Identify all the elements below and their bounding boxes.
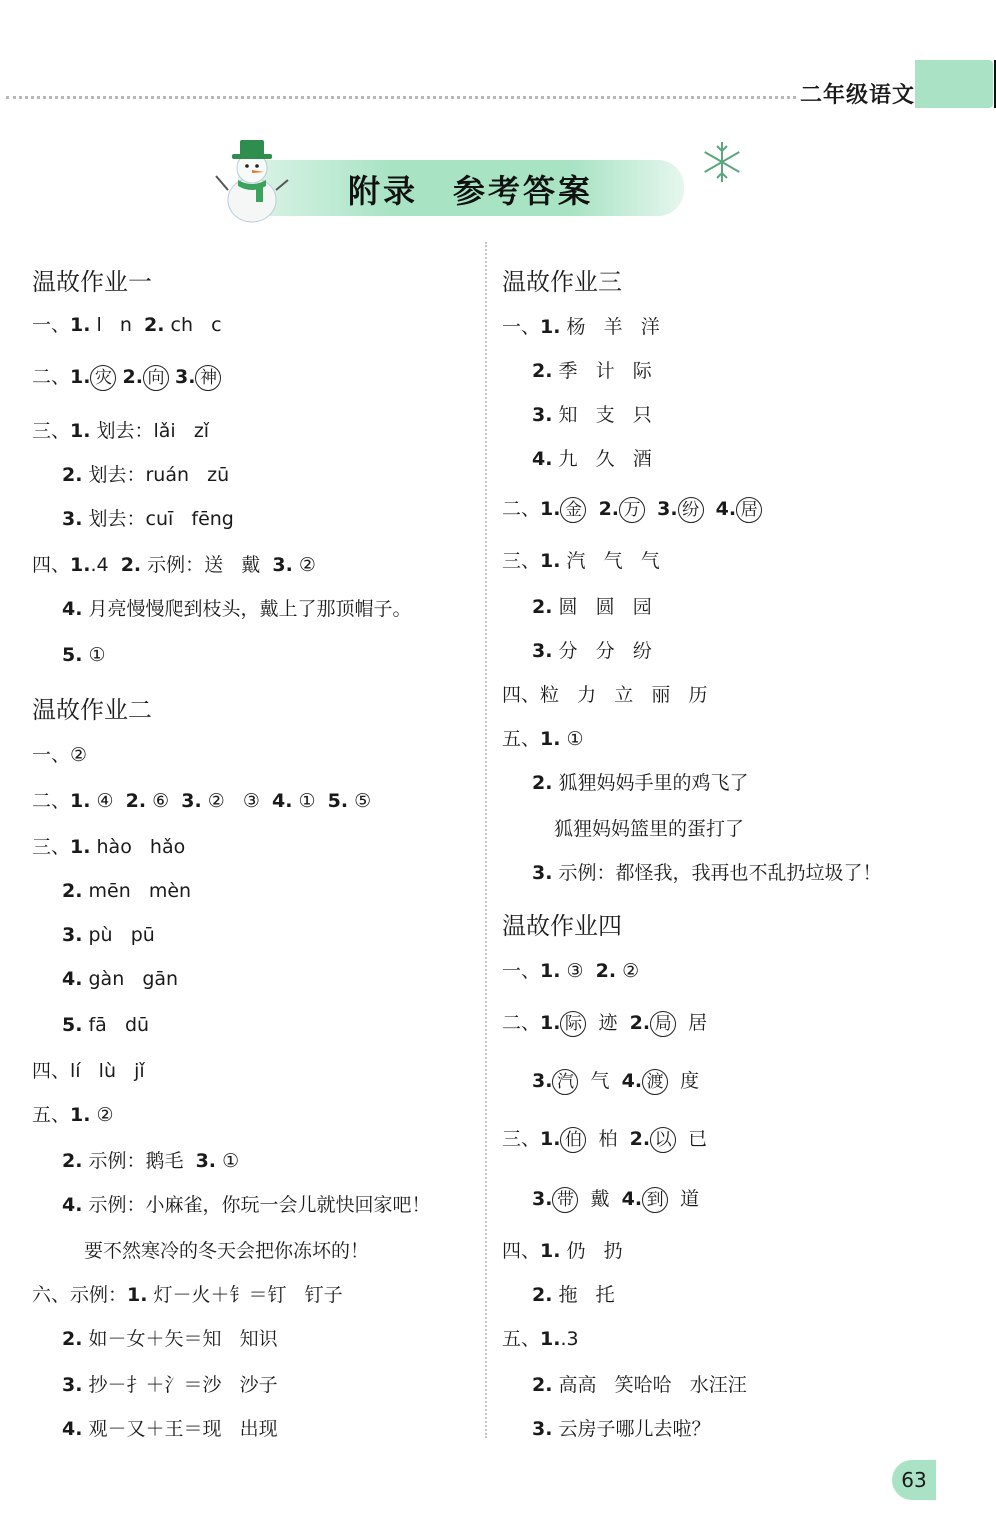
answer-line [62,1148,239,1174]
answer-text: ② [90,1104,114,1126]
answer-text: ① [292,790,328,812]
answer-text: .4 [90,554,121,576]
header-dotted-rule [6,96,796,99]
answer-text: 四、粒 力 立 丽 历 [502,684,708,706]
answer-text: 居 [676,1012,708,1034]
answer-text: 示例：送 戴 [141,554,273,576]
answer-line [32,552,316,578]
question-number: 2. [62,1150,83,1172]
question-number: 2. [120,554,142,576]
answer-text: 二、 [32,790,71,812]
header-tab [915,60,993,108]
circled-answer: 居 [736,497,762,523]
question-number: 4. [62,598,83,620]
page-number: 63 [892,1460,936,1500]
question-number: 1. [540,498,561,520]
question-number: 1. [70,790,91,812]
answer-text: 二、 [502,1012,541,1034]
answer-text: 要不然寒冷的冬天会把你冻坏的！ [84,1240,370,1262]
section-heading: 温故作业一 [32,268,152,296]
answer-line [32,418,209,444]
answer-text: 三、 [502,550,541,572]
answer-text: 划去：lǎi zǐ [90,420,210,442]
answer-text: 如－女＋矢＝知 知识 [82,1328,278,1350]
question-number: 1. [540,1012,561,1034]
answer-text: pù pū [82,924,155,946]
answer-text [586,498,598,520]
question-number: 1. [540,550,561,572]
answer-line [532,770,749,796]
answer-text: 示例：鹅毛 [82,1150,196,1172]
circled-answer: 纷 [678,497,704,523]
answer-text: 高高 笑哈哈 水汪汪 [552,1374,747,1396]
section-heading: 温故作业二 [32,696,152,724]
question-number: 3. [657,498,678,520]
question-number: 3. [532,862,553,884]
answer-text: 季 计 际 [552,360,652,382]
question-number: 3. [272,554,293,576]
answer-line [532,1416,711,1442]
question-number: 1. [70,366,91,388]
question-number: 3. [532,1418,553,1440]
question-number: 4. [621,1070,643,1092]
answer-text: 一、② [32,744,88,766]
answer-text: 划去：ruán zū [82,464,230,486]
circled-answer: 伯 [560,1127,586,1153]
answer-text: gàn gān [82,968,179,990]
question-number: 1. [540,728,561,750]
answer-text: 二、 [502,498,541,520]
answer-line [502,1238,623,1264]
snowflake-icon [700,140,744,184]
question-number: 1. [540,960,561,982]
answer-line [62,462,229,488]
question-number: 1. [70,836,91,858]
question-number: 2. [629,1128,651,1150]
answer-text: 四、lí lù jǐ [32,1060,145,1082]
answer-text: 三、 [502,1128,541,1150]
answer-text: 拖 托 [552,1284,615,1306]
answer-text: mēn mèn [82,880,192,902]
answer-line [532,402,652,428]
answer-line [532,1372,747,1398]
question-number: 3. [195,1150,217,1172]
question-number: 2. [62,880,83,902]
answer-text: 已 [676,1128,708,1150]
answer-line [554,816,744,842]
answer-text: 一、 [32,314,71,336]
answer-text: 度 [668,1070,700,1092]
answer-text: 示例：小麻雀，你玩一会儿就快回家吧！ [82,1194,431,1216]
answer-text: ① [560,728,584,750]
answer-line [62,1326,278,1352]
answer-line [62,1012,149,1038]
answer-line [32,1102,114,1128]
answer-line [32,742,87,768]
question-number: 3. [62,508,83,530]
answer-text: 迹 [586,1012,630,1034]
answer-text [645,498,657,520]
answer-text: 知 支 只 [552,404,652,426]
circled-answer: 向 [143,365,169,391]
answer-line [32,788,371,814]
answer-line [32,1058,145,1084]
answer-text: .3 [560,1328,579,1350]
answer-line [532,1186,699,1213]
answer-text: 四、 [502,1240,541,1262]
answer-line [62,922,155,948]
answer-text: 五、 [32,1104,71,1126]
question-number: 5. [327,790,349,812]
page-title: 附录 参考答案 [348,172,594,210]
answer-text: 仍 扔 [560,1240,623,1262]
circled-answer: 际 [560,1011,586,1037]
answer-line [532,638,652,664]
grade-label: 二年级语文 [800,83,916,108]
answer-text: 汽 气 气 [560,550,660,572]
answer-text: ① [216,1150,240,1172]
answer-text: 九 久 酒 [552,448,652,470]
circled-answer: 以 [650,1127,676,1153]
question-number: 4. [621,1188,643,1210]
answer-text: 气 [578,1070,622,1092]
circled-answer: 带 [552,1187,578,1213]
question-number: 5. [62,1014,83,1036]
answer-text: 戴 [578,1188,622,1210]
question-number: 4. [715,498,737,520]
answer-text: 灯－火＋钅＝钉 钉子 [147,1284,343,1306]
answer-text: 道 [668,1188,700,1210]
answer-line [532,1282,615,1308]
answer-line [502,1126,707,1153]
answer-text: 狐狸妈妈篮里的蛋打了 [554,818,745,840]
answer-line [62,1372,278,1398]
answer-text: 四、 [32,554,71,576]
question-number: 2. [62,1328,83,1350]
question-number: 1. [70,1104,91,1126]
question-number: 1. [127,1284,148,1306]
question-number: 4. [532,448,553,470]
question-number: 1. [540,316,561,338]
answer-line [84,1238,369,1264]
answer-text: ② [616,960,640,982]
question-number: 3. [175,366,196,388]
answer-text: 六、示例： [32,1284,128,1306]
answer-text: 一、 [502,316,541,338]
answer-line [62,966,178,992]
answer-text: fā dū [82,1014,150,1036]
answer-line [502,958,639,984]
answer-line [532,860,882,886]
answer-line [32,834,185,860]
answer-text: 云房子哪儿去啦？ [552,1418,711,1440]
answer-text: ② [292,554,316,576]
question-number: 4. [272,790,293,812]
answer-line [62,878,191,904]
answer-text: 圆 圆 园 [552,596,652,618]
question-number: 1. [540,1328,561,1350]
question-number: 3. [62,1374,83,1396]
question-number: 1. [70,420,91,442]
circled-answer: 渡 [642,1069,668,1095]
question-number: 1. [70,314,91,336]
question-number: 3. [532,1188,553,1210]
question-number: 2. [62,464,83,486]
snowman-icon [212,130,292,226]
answer-text: l n [90,314,145,336]
answer-text: ⑤ [348,790,372,812]
question-number: 2. [125,790,147,812]
circled-answer: 汽 [552,1069,578,1095]
answer-text: 五、 [502,1328,541,1350]
answer-text: ② ③ [201,790,272,812]
answer-text: 观－又＋王＝现 出现 [82,1418,278,1440]
answer-line [532,1068,699,1095]
question-number: 3. [532,404,553,426]
answer-line [32,1282,343,1308]
answer-line [532,358,652,384]
answer-text: 柏 [586,1128,630,1150]
answer-text: 二、 [32,366,71,388]
answer-text: ch c [164,314,222,336]
question-number: 2. [532,596,553,618]
answer-line [502,1326,579,1352]
answer-line [32,364,221,391]
question-number: 4. [62,968,83,990]
answer-text: hào hǎo [90,836,186,858]
answer-text: 狐狸妈妈手里的鸡飞了 [552,772,749,794]
question-number: 2. [144,314,165,336]
answer-line [62,1192,431,1218]
answer-text: 五、 [502,728,541,750]
question-number: 2. [532,360,553,382]
circled-answer: 金 [560,497,586,523]
answer-text: ① [82,644,106,666]
answer-line [62,506,234,532]
circled-answer: 神 [195,365,221,391]
answer-text: ③ [560,960,596,982]
question-number: 4. [62,1194,83,1216]
question-number: 2. [595,960,617,982]
answer-text: 抄－扌＋氵＝沙 沙子 [82,1374,278,1396]
question-number: 1. [540,1128,561,1150]
question-number: 3. [181,790,202,812]
question-number: 2. [122,366,143,388]
section-heading: 温故作业四 [502,912,622,940]
question-number: 2. [532,772,553,794]
circled-answer: 到 [642,1187,668,1213]
answer-text: ⑥ [146,790,182,812]
circled-answer: 万 [619,497,645,523]
answer-text: 示例：都怪我，我再也不乱扔垃圾了！ [552,862,882,884]
question-number: 3. [532,640,553,662]
answer-line [532,446,652,472]
answer-text: 杨 羊 洋 [560,316,660,338]
answer-text [704,498,716,520]
column-divider [485,242,487,1438]
answer-line [502,682,707,708]
answer-text: 月亮慢慢爬到枝头，戴上了那顶帽子。 [82,598,412,620]
question-number: 2. [532,1284,553,1306]
answer-text: 划去：cuī fēng [82,508,234,530]
answer-line [62,596,412,622]
answer-line [502,1010,707,1037]
answer-line [502,726,584,752]
answer-line [502,314,660,340]
answer-line [62,642,106,668]
question-number: 3. [62,924,83,946]
answer-text: 三、 [32,420,71,442]
question-number: 1. [540,1240,561,1262]
answer-line [502,496,762,523]
answer-line [32,312,222,338]
question-number: 4. [62,1418,83,1440]
section-heading: 温故作业三 [502,268,622,296]
answer-text: 三、 [32,836,71,858]
answer-text: 分 分 纷 [552,640,652,662]
circled-answer: 局 [650,1011,676,1037]
question-number: 2. [629,1012,651,1034]
question-number: 1. [70,554,91,576]
circled-answer: 灾 [90,365,116,391]
question-number: 2. [598,498,620,520]
answer-line [532,594,652,620]
answer-text: 一、 [502,960,541,982]
answer-line [62,1416,278,1442]
question-number: 5. [62,644,83,666]
question-number: 3. [532,1070,553,1092]
question-number: 2. [532,1374,553,1396]
answer-line [502,548,660,574]
answer-text: ④ [90,790,126,812]
